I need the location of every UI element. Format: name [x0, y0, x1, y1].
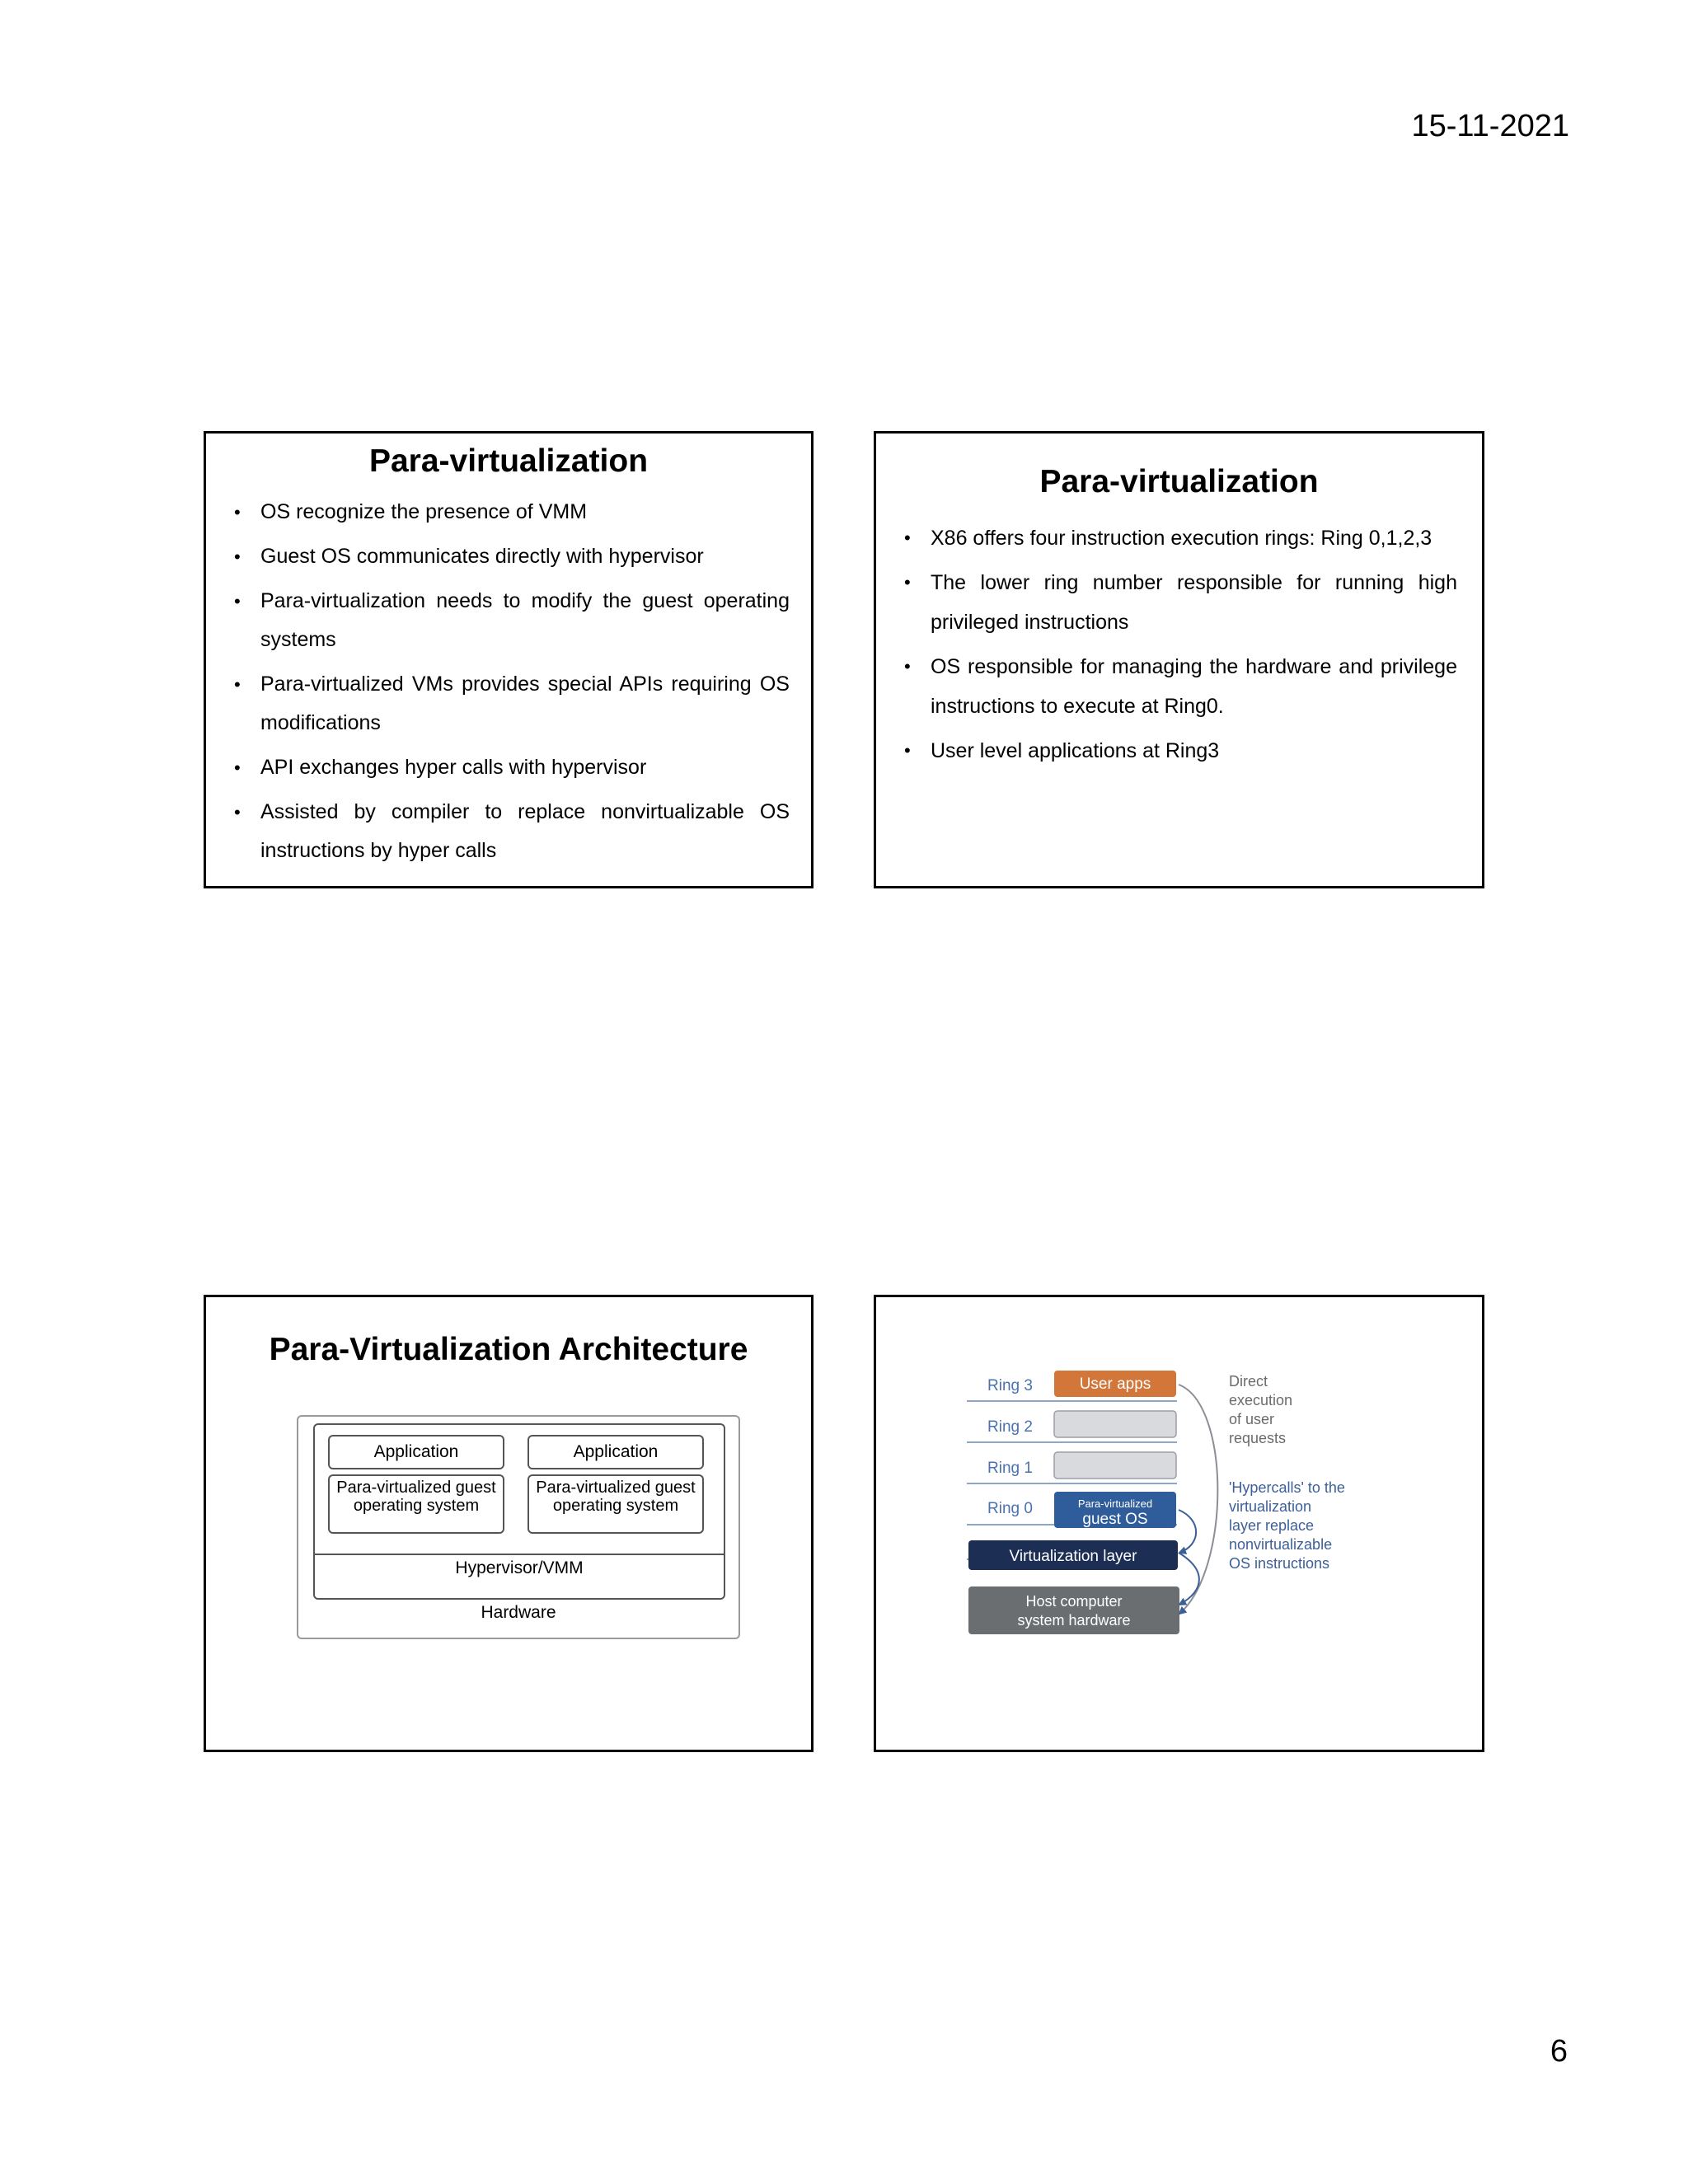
ring-label: Ring 2 [987, 1418, 1033, 1436]
ring-label: Ring 0 [987, 1500, 1033, 1517]
hardware-label: Hardware [481, 1603, 556, 1622]
bullet-item: • OS recognize the presence of VMM [234, 493, 790, 532]
virtualization-layer-label: Virtualization layer [1009, 1548, 1137, 1565]
page-date: 15-11-2021 [1411, 109, 1569, 143]
slide-title: Para-virtualization [368, 443, 649, 479]
application-box: Application [328, 1435, 504, 1469]
slide-para-virtualization-2 [874, 431, 1484, 888]
application-box: Application [528, 1435, 704, 1469]
slide-title: Para-virtualization [1039, 464, 1319, 499]
hypervisor-label: Hypervisor/VMM [455, 1558, 584, 1577]
slide-title: Para-Virtualization Architecture [269, 1332, 748, 1367]
ring-diagram [876, 1297, 1482, 1750]
bullet-item: • Assisted by compiler to replace nonvirtualizable OS instructions by hyper calls [234, 793, 790, 870]
guest-os-label: guest OS [1082, 1511, 1148, 1528]
bullet-item: • X86 offers four instruction execution rings: Ring 0,1,2,3 [904, 518, 1457, 558]
direct-execution-arrow [1179, 1385, 1217, 1614]
page-number: 6 [1550, 2034, 1568, 2069]
hypercall-arrow [1179, 1510, 1196, 1553]
architecture-diagram [297, 1415, 740, 1639]
hypercalls-note: layer replace [1229, 1517, 1315, 1534]
host-hardware-label: system hardware [1017, 1612, 1131, 1629]
direct-execution-note: Direct [1229, 1373, 1268, 1390]
bullet-list [904, 518, 1457, 776]
bullet-item: • Para-virtualization needs to modify the guest operating systems [234, 582, 790, 659]
host-hardware-label: Host computer [1025, 1593, 1123, 1610]
hypercalls-note: virtualization [1229, 1498, 1312, 1515]
ring2-empty-box [1054, 1411, 1176, 1437]
vm-column-right [528, 1435, 704, 1534]
direct-execution-note: execution [1229, 1392, 1293, 1408]
bullet-item: • Guest OS communicates directly with hypervisor [234, 537, 790, 576]
bullet-list [234, 493, 790, 876]
guest-os-small-label: Para-virtualized [1077, 1497, 1153, 1510]
bullet-item: • OS responsible for managing the hardware and privilege instructions to execute at Ring0. [904, 647, 1457, 726]
ring-label: Ring 1 [987, 1460, 1033, 1477]
guest-area [315, 1425, 724, 1555]
hypercalls-note: nonvirtualizable [1229, 1536, 1333, 1553]
hypervisor-layer [313, 1423, 725, 1600]
slide-ring-diagram [874, 1295, 1484, 1752]
bullet-item: • User level applications at Ring3 [904, 731, 1457, 771]
guest-os-box: Para-virtualized guest operating system [328, 1474, 504, 1534]
user-apps-label: User apps [1079, 1376, 1151, 1393]
ring-label: Ring 3 [987, 1377, 1033, 1394]
bullet-item: • Para-virtualized VMs provides special APIs requiring OS modifications [234, 665, 790, 743]
hypercall-arrow [1179, 1553, 1199, 1605]
bullet-item: • API exchanges hyper calls with hypervisor [234, 748, 790, 787]
direct-execution-note: requests [1229, 1430, 1287, 1446]
hypercalls-note: OS instructions [1229, 1555, 1330, 1572]
ring1-empty-box [1054, 1452, 1176, 1479]
vm-column-left [328, 1435, 504, 1534]
slide-architecture [204, 1295, 814, 1752]
direct-execution-note: of user [1229, 1411, 1275, 1427]
bullet-item: • The lower ring number responsible for running high privileged instructions [904, 563, 1457, 642]
slide-para-virtualization-1 [204, 431, 814, 888]
hypercalls-note: 'Hypercalls' to the [1229, 1479, 1345, 1496]
guest-os-box: Para-virtualized guest operating system [528, 1474, 704, 1534]
